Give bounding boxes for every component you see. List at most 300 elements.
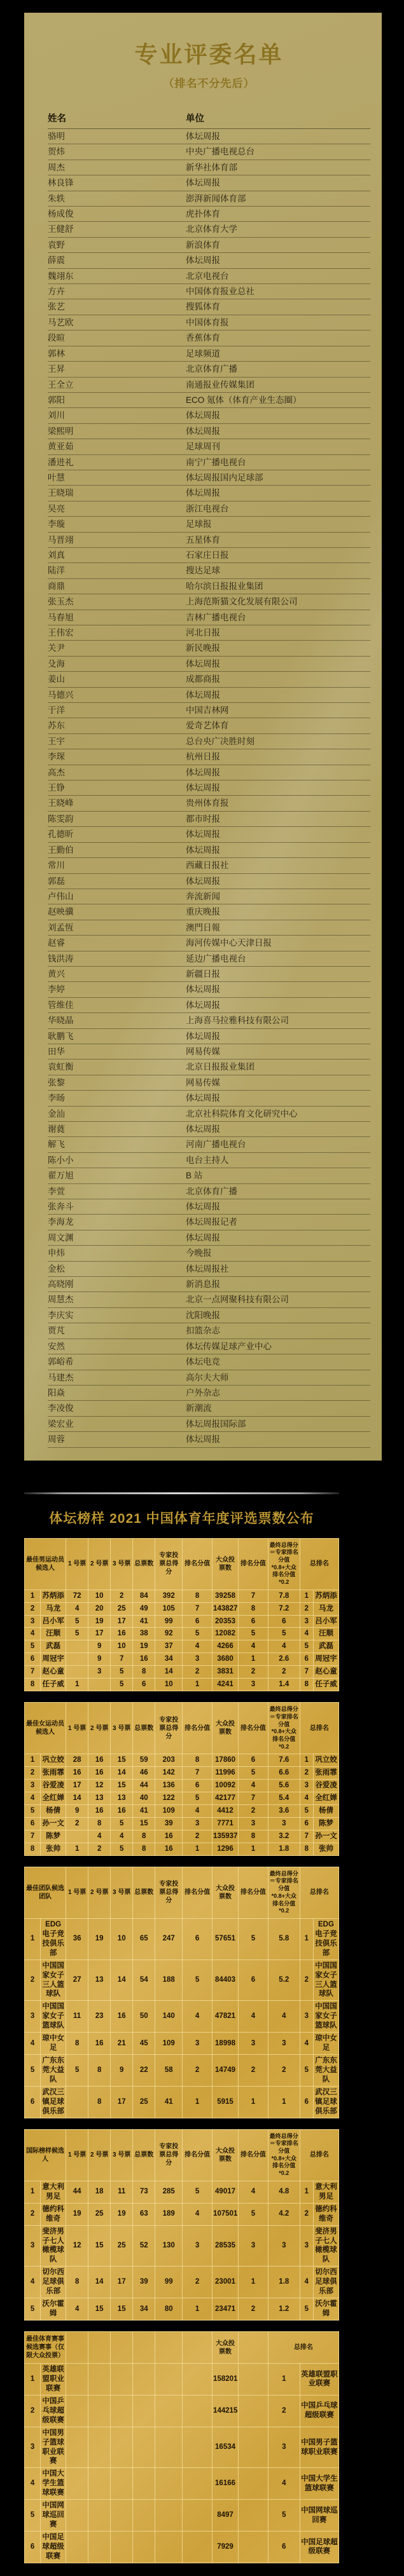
vote-cell: 16 <box>111 1628 133 1640</box>
vote-cell: 中国国家女子篮球队 <box>41 2001 66 2033</box>
vote-cell: 4 <box>66 2298 88 2320</box>
vote-cell: 4 <box>268 2001 300 2033</box>
vote-cell: 5 <box>183 1959 212 2001</box>
vote-row <box>25 1640 339 1653</box>
vote-cell: 2 <box>268 2395 300 2427</box>
vote-row <box>25 1679 339 1691</box>
judge-row <box>48 144 370 160</box>
judge-name: 马建杰 <box>48 1372 74 1382</box>
judge-row <box>48 688 370 703</box>
vote-cell: 17 <box>66 1780 88 1792</box>
judge-org: 北京体育大学 <box>186 224 237 235</box>
vote-cell: 65 <box>133 1918 155 1959</box>
judge-name: 赵映骥 <box>48 907 74 917</box>
vote-row <box>25 2500 339 2532</box>
judge-name: 管维佳 <box>48 1000 74 1010</box>
vote-header-cell: 总票数 <box>133 1538 155 1590</box>
vote-cell: 10 <box>155 1679 183 1691</box>
vote-cell: 4 <box>239 2181 268 2203</box>
vote-cell: 17 <box>111 2266 133 2298</box>
judge-org: 体坛周报 <box>186 690 220 700</box>
judge-row <box>48 998 370 1013</box>
vote-table-section <box>24 1538 339 1692</box>
vote-cell: 2 <box>183 1666 212 1679</box>
vote-cell: 孙一文 <box>41 1817 66 1830</box>
vote-header-cell: 总票数 <box>133 2129 155 2181</box>
judge-org: 体坛周报 <box>186 256 220 266</box>
vote-cell: 8 <box>88 2055 111 2087</box>
judge-name: 谢蕤 <box>48 1124 65 1134</box>
vote-cell <box>239 2468 268 2500</box>
judge-name: 张玉杰 <box>48 597 74 607</box>
judge-row <box>48 982 370 997</box>
judge-name: 林良锋 <box>48 178 74 188</box>
vote-header-cell: 总排名 <box>300 1538 338 1590</box>
judge-row <box>48 424 370 439</box>
vote-cell: 20353 <box>212 1615 239 1628</box>
judge-org: 体坛电竞 <box>186 1357 220 1367</box>
vote-cell: 5 <box>183 2181 212 2203</box>
judge-name: 段暄 <box>48 333 65 343</box>
vote-cell: 7 <box>25 1830 41 1843</box>
vote-cell: 11 <box>111 2181 133 2203</box>
vote-cell: 19 <box>66 2203 88 2225</box>
vote-cell: 19 <box>88 1918 111 1959</box>
vote-cell: 德约科维奇 <box>41 2203 66 2225</box>
judge-org: 澎湃新闻体育部 <box>186 193 246 203</box>
vote-cell: 1 <box>300 1754 313 1767</box>
vote-cell: 1 <box>183 1843 212 1855</box>
vote-row <box>25 2427 339 2468</box>
vote-cell: 5 <box>25 2298 41 2320</box>
vote-cell: 2 <box>183 1830 212 1843</box>
vote-cell: 46 <box>133 1767 155 1780</box>
judge-name: 王晓峰 <box>48 798 74 808</box>
vote-cell: 72 <box>66 1590 88 1602</box>
judge-org: 南宁广播电视台 <box>186 457 246 467</box>
judge-row <box>48 625 370 641</box>
vote-cell: 15 <box>88 2225 111 2266</box>
vote-cell: 5.8 <box>268 1918 300 1959</box>
vote-cell: 杨倩 <box>41 1805 66 1818</box>
vote-cell: 1296 <box>212 1843 239 1855</box>
vote-header-cell: 2 号票 <box>88 1867 111 1918</box>
vote-cell: 8 <box>133 1666 155 1679</box>
judge-row <box>48 765 370 780</box>
vote-cell: 3 <box>300 1615 313 1628</box>
vote-cell: 15 <box>133 1817 155 1830</box>
vote-cell: 赵心童 <box>313 1666 338 1679</box>
judge-row <box>48 501 370 517</box>
judge-org: 重庆晚报 <box>186 907 220 917</box>
judge-org: 新消息报 <box>186 1279 220 1290</box>
vote-cell: 2 <box>66 1817 88 1830</box>
vote-cell: 23001 <box>212 2266 239 2298</box>
vote-cell: 沃尔霍姆 <box>41 2298 66 2320</box>
vote-cell: 2 <box>239 2055 268 2087</box>
judge-row <box>48 533 370 548</box>
vote-row <box>25 1780 339 1792</box>
vote-cell: 陈梦 <box>313 1817 338 1830</box>
vote-cell: 斐济男子七人橄榄球队 <box>313 2225 338 2266</box>
judge-row <box>48 563 370 578</box>
vote-cell: 57651 <box>212 1918 239 1959</box>
vote-cell: 99 <box>155 1615 183 1628</box>
vote-cell: 6 <box>268 1615 300 1628</box>
judge-row <box>48 160 370 175</box>
vote-table <box>24 1867 339 2118</box>
judges-table-header <box>48 109 370 129</box>
vote-cell: 6.6 <box>268 1767 300 1780</box>
vote-cell <box>66 2532 88 2563</box>
vote-cell: 斐济男子七人橄榄球队 <box>41 2225 66 2266</box>
judge-row <box>48 703 370 718</box>
judge-row <box>48 1417 370 1432</box>
vote-cell: 7771 <box>212 1817 239 1830</box>
vote-cell: 1 <box>183 1679 212 1691</box>
judge-row <box>48 1354 370 1370</box>
vote-cell: 2 <box>300 1959 313 2001</box>
vote-cell: 17 <box>88 1628 111 1640</box>
vote-cell <box>155 2427 183 2468</box>
vote-row <box>25 2298 339 2320</box>
judge-org: 西藏日报社 <box>186 861 229 871</box>
vote-cell: 谷爱凌 <box>313 1780 338 1792</box>
vote-row <box>25 2395 339 2427</box>
vote-table <box>24 2331 339 2563</box>
vote-cell: 3831 <box>212 1666 239 1679</box>
vote-cell: 1.4 <box>268 1679 300 1691</box>
vote-cell: 5 <box>111 1666 133 1679</box>
vote-cell: 3.6 <box>268 1805 300 1818</box>
vote-cell <box>183 2500 212 2532</box>
vote-cell: 5 <box>239 1628 268 1640</box>
vote-cell: 5 <box>300 1805 313 1818</box>
vote-cell: 3 <box>239 1679 268 1691</box>
judge-name: 贾芃 <box>48 1326 65 1336</box>
judge-name: 卢伟山 <box>48 891 74 901</box>
vote-cell: 49017 <box>212 2181 239 2203</box>
vote-header-cell: 最佳体育赛事候选赛事（仅限大众投票） <box>25 2332 66 2364</box>
vote-cell: 14 <box>111 1767 133 1780</box>
judge-org: 成都商报 <box>186 674 220 685</box>
vote-cell: 中国足球超级联赛 <box>300 2532 338 2563</box>
vote-cell: 25 <box>133 2086 155 2118</box>
vote-cell <box>66 2364 88 2395</box>
vote-cell: 39 <box>133 2266 155 2298</box>
vote-header-cell: 3 号票 <box>111 1538 133 1590</box>
vote-cell: 34 <box>155 1653 183 1666</box>
vote-cell: 1 <box>268 2086 300 2118</box>
vote-cell: 6 <box>268 2532 300 2563</box>
vote-cell: 136 <box>155 1780 183 1792</box>
vote-cell: 58 <box>155 2055 183 2087</box>
vote-cell: 3 <box>25 1615 41 1628</box>
judge-row <box>48 470 370 486</box>
judge-row <box>48 517 370 532</box>
vote-cell: 14749 <box>212 2055 239 2087</box>
vote-cell: 5 <box>183 1792 212 1805</box>
vote-cell: 4 <box>183 2203 212 2225</box>
vote-cell: 3 <box>268 2033 300 2055</box>
judge-name: 安然 <box>48 1341 65 1351</box>
judge-org: 延边广播电视台 <box>186 953 246 964</box>
judge-row <box>48 1137 370 1152</box>
judge-row <box>48 967 370 982</box>
judge-name: 薛震 <box>48 256 65 266</box>
vote-cell: 1.8 <box>268 1843 300 1855</box>
vote-cell: 5915 <box>212 2086 239 2118</box>
vote-cell: 汪顺 <box>313 1628 338 1640</box>
vote-cell: 2 <box>300 1767 313 1780</box>
vote-cell: 张雨霏 <box>313 1767 338 1780</box>
vote-cell: 10 <box>88 1590 111 1602</box>
vote-header-cell: 排名分值 <box>239 2129 268 2181</box>
vote-cell: 18998 <box>212 2033 239 2055</box>
vote-header-cell: 3 号票 <box>111 1703 133 1754</box>
judge-name: 阳焱 <box>48 1387 65 1398</box>
vote-cell: 39258 <box>212 1590 239 1602</box>
judge-row <box>48 1386 370 1401</box>
judge-name: 郭峪希 <box>48 1357 74 1367</box>
judge-org: 体坛周报 <box>186 178 220 188</box>
vote-cell: 切尔西足球俱乐部 <box>41 2266 66 2298</box>
vote-cell: 6 <box>133 1679 155 1691</box>
vote-cell: 2 <box>111 1590 133 1602</box>
vote-cell <box>155 2532 183 2563</box>
judge-row <box>48 1153 370 1168</box>
vote-cell: 15 <box>111 1754 133 1767</box>
judge-row <box>48 812 370 827</box>
vote-cell: 2 <box>268 2055 300 2087</box>
vote-cell: 2 <box>300 1602 313 1615</box>
vote-cell: 巩立姣 <box>313 1754 338 1767</box>
vote-cell <box>155 2395 183 2427</box>
vote-cell: 5 <box>25 1640 41 1653</box>
judge-row <box>48 1323 370 1339</box>
judge-row <box>48 175 370 191</box>
judge-org: 体坛周报 <box>186 1202 220 1212</box>
judge-org: 都市时报 <box>186 814 220 824</box>
vote-cell: 4 <box>183 2001 212 2033</box>
vote-cell <box>239 2500 268 2532</box>
vote-header-cell: 总票数 <box>133 1867 155 1918</box>
vote-cell: 4 <box>300 2266 313 2298</box>
vote-cell: 16 <box>111 2001 133 2033</box>
judge-row <box>48 718 370 733</box>
judge-row <box>48 315 370 331</box>
vote-header-cell: 最终总得分＝专家排名分值*0.8+大众排名分值*0.2 <box>268 1703 300 1754</box>
judge-org: 体坛周报 <box>186 1031 220 1041</box>
vote-cell: 1 <box>239 1843 268 1855</box>
judge-name: 张黎 <box>48 1077 65 1087</box>
judge-org: 高尔夫大师 <box>186 1372 229 1382</box>
vote-cell: 7 <box>239 1590 268 1602</box>
vote-header-cell: 专家投票总得分 <box>155 1703 183 1754</box>
vote-cell: 3 <box>300 1780 313 1792</box>
judge-row <box>48 222 370 237</box>
judge-row <box>48 796 370 811</box>
vote-cell: 5 <box>239 1918 268 1959</box>
vote-header-cell: 3 号票 <box>111 2129 133 2181</box>
judge-name: 常川 <box>48 861 65 871</box>
judge-org: 体坛周报 <box>186 132 220 141</box>
vote-cell: 5 <box>268 1628 300 1640</box>
vote-cell: 13 <box>111 1792 133 1805</box>
vote-header-cell: 排名分值 <box>183 1703 212 1754</box>
vote-cell: 3 <box>183 2033 212 2055</box>
vote-cell: 1 <box>300 1918 313 1959</box>
judge-row <box>48 1215 370 1230</box>
vote-table-section <box>24 1702 339 1856</box>
vote-cell <box>66 1640 88 1653</box>
vote-header-cell: 2 号票 <box>88 1703 111 1754</box>
judge-org: 北京体育广播 <box>186 364 237 374</box>
judge-org: 新华社体育部 <box>186 162 237 172</box>
vote-cell: 1 <box>25 1754 41 1767</box>
vote-cell: 苏炳添 <box>41 1590 66 1602</box>
vote-cell: 13 <box>88 1792 111 1805</box>
judge-org: ECO 氪体（体育产业生态圈） <box>186 395 302 405</box>
vote-cell: 3 <box>268 2427 300 2468</box>
judge-org: 中国体育报业总社 <box>186 287 254 297</box>
vote-cell: 琼中女足 <box>41 2033 66 2055</box>
judge-org: 吉林广播电视台 <box>186 612 246 622</box>
vote-cell <box>133 2532 155 2563</box>
vote-row <box>25 1590 339 1602</box>
vote-cell <box>88 2364 111 2395</box>
vote-cell: 巩立姣 <box>41 1754 66 1767</box>
vote-cell: 25 <box>111 2225 133 2266</box>
judge-row <box>48 1432 370 1447</box>
judge-name: 李庆实 <box>48 1310 74 1320</box>
vote-cell: 8 <box>183 1754 212 1767</box>
vote-table-section <box>24 1867 339 2118</box>
judge-name: 李婷 <box>48 985 65 995</box>
vote-cell: 张帅 <box>313 1843 338 1855</box>
vote-row <box>25 1602 339 1615</box>
vote-header-cell: 排名分值 <box>239 1538 268 1590</box>
judge-org: 体坛周报国际部 <box>186 1419 246 1429</box>
vote-header-cell <box>66 2332 88 2364</box>
vote-cell: 9 <box>111 2055 133 2087</box>
vote-cell: 44 <box>133 1780 155 1792</box>
judge-name: 杨成俊 <box>48 209 74 219</box>
vote-cell: 16 <box>88 1754 111 1767</box>
vote-cell: 4 <box>268 2468 300 2500</box>
judge-row <box>48 238 370 253</box>
vote-cell: 5 <box>25 2500 41 2532</box>
vote-cell: 140 <box>155 2001 183 2033</box>
judge-name: 陈小小 <box>48 1155 74 1165</box>
vote-cell: 8497 <box>212 2500 239 2532</box>
judge-name: 周杰 <box>48 162 65 172</box>
vote-cell: 4.8 <box>268 2181 300 2203</box>
vote-cell: 3 <box>25 2001 41 2033</box>
vote-cell: 7 <box>239 1792 268 1805</box>
judge-name: 周蓉 <box>48 1435 65 1445</box>
vote-cell: 144215 <box>212 2395 239 2427</box>
vote-cell: 12 <box>88 1780 111 1792</box>
judge-name: 刘孟恆 <box>48 922 74 932</box>
vote-cell: 122 <box>155 1792 183 1805</box>
vote-cell: 5 <box>239 2203 268 2225</box>
judge-name: 李旸 <box>48 1093 65 1103</box>
judge-name: 黄亚茹 <box>48 442 74 452</box>
vote-cell: 17 <box>111 1615 133 1628</box>
judge-org: 中国吉林网 <box>186 705 229 716</box>
vote-cell: 16 <box>155 1830 183 1843</box>
vote-cell: 40 <box>133 1792 155 1805</box>
judge-org: 体坛周报社 <box>186 1264 229 1274</box>
vote-row <box>25 1830 339 1843</box>
vote-cell <box>111 2532 133 2563</box>
vote-row <box>25 1653 339 1666</box>
vote-cell: 3 <box>25 2225 41 2266</box>
vote-cell: 德约科维奇 <box>313 2203 338 2225</box>
judge-row <box>48 1168 370 1183</box>
judge-row <box>48 548 370 563</box>
vote-cell <box>239 2532 268 2563</box>
judge-org: 香蕉体育 <box>186 333 220 343</box>
judge-row <box>48 1401 370 1416</box>
vote-cell: 6 <box>239 1754 268 1767</box>
judges-subtitle: （排名不分先后） <box>163 78 255 90</box>
judge-row <box>48 874 370 889</box>
judge-org: 体坛周报 <box>186 1000 220 1010</box>
judge-name: 吴亮 <box>48 503 65 514</box>
vote-cell: 14 <box>66 1792 88 1805</box>
vote-cell <box>66 2468 88 2500</box>
vote-cell: 41 <box>155 2086 183 2118</box>
vote-cell: 马龙 <box>41 1602 66 1615</box>
vote-cell <box>88 1679 111 1691</box>
judge-org: 足球报 <box>186 519 212 529</box>
vote-cell: 中国国家女子三人篮球队 <box>313 1959 338 2001</box>
vote-cell: 158201 <box>212 2364 239 2395</box>
vote-cell <box>183 2395 212 2427</box>
vote-cell <box>66 2500 88 2532</box>
vote-cell: 41 <box>133 1615 155 1628</box>
vote-cell <box>111 2468 133 2500</box>
vote-cell <box>88 2427 111 2468</box>
judge-org: 北京体育广播 <box>186 1186 237 1196</box>
judge-org: 搜达足球 <box>186 566 220 576</box>
vote-cell: 5 <box>300 1640 313 1653</box>
vote-cell: 47821 <box>212 2001 239 2033</box>
vote-cell: 7.6 <box>268 1754 300 1767</box>
vote-header-cell: 最终总得分＝专家排名分值*0.8+大众排名分值*0.2 <box>268 1538 300 1590</box>
judge-name: 苏东 <box>48 721 65 731</box>
vote-cell <box>183 2532 212 2563</box>
vote-header-cell: 国际榜样候选人 <box>25 2129 66 2181</box>
vote-row <box>25 1918 339 1959</box>
judge-row <box>48 858 370 873</box>
vote-cell: 6 <box>300 1817 313 1830</box>
judge-org: 体坛周报 <box>186 829 220 840</box>
judge-row <box>48 1292 370 1307</box>
vote-cell <box>183 2427 212 2468</box>
vote-cell: 英雄联盟职业联赛 <box>300 2364 338 2395</box>
vote-cell: 9 <box>66 1805 88 1818</box>
vote-cell: 谷爱凌 <box>41 1780 66 1792</box>
judge-row <box>48 904 370 920</box>
judge-row <box>48 378 370 393</box>
vote-cell: 8 <box>300 1679 313 1691</box>
judge-org: 浙江电视台 <box>186 503 229 514</box>
vote-cell: 2.6 <box>268 1653 300 1666</box>
vote-cell: 7 <box>25 1666 41 1679</box>
